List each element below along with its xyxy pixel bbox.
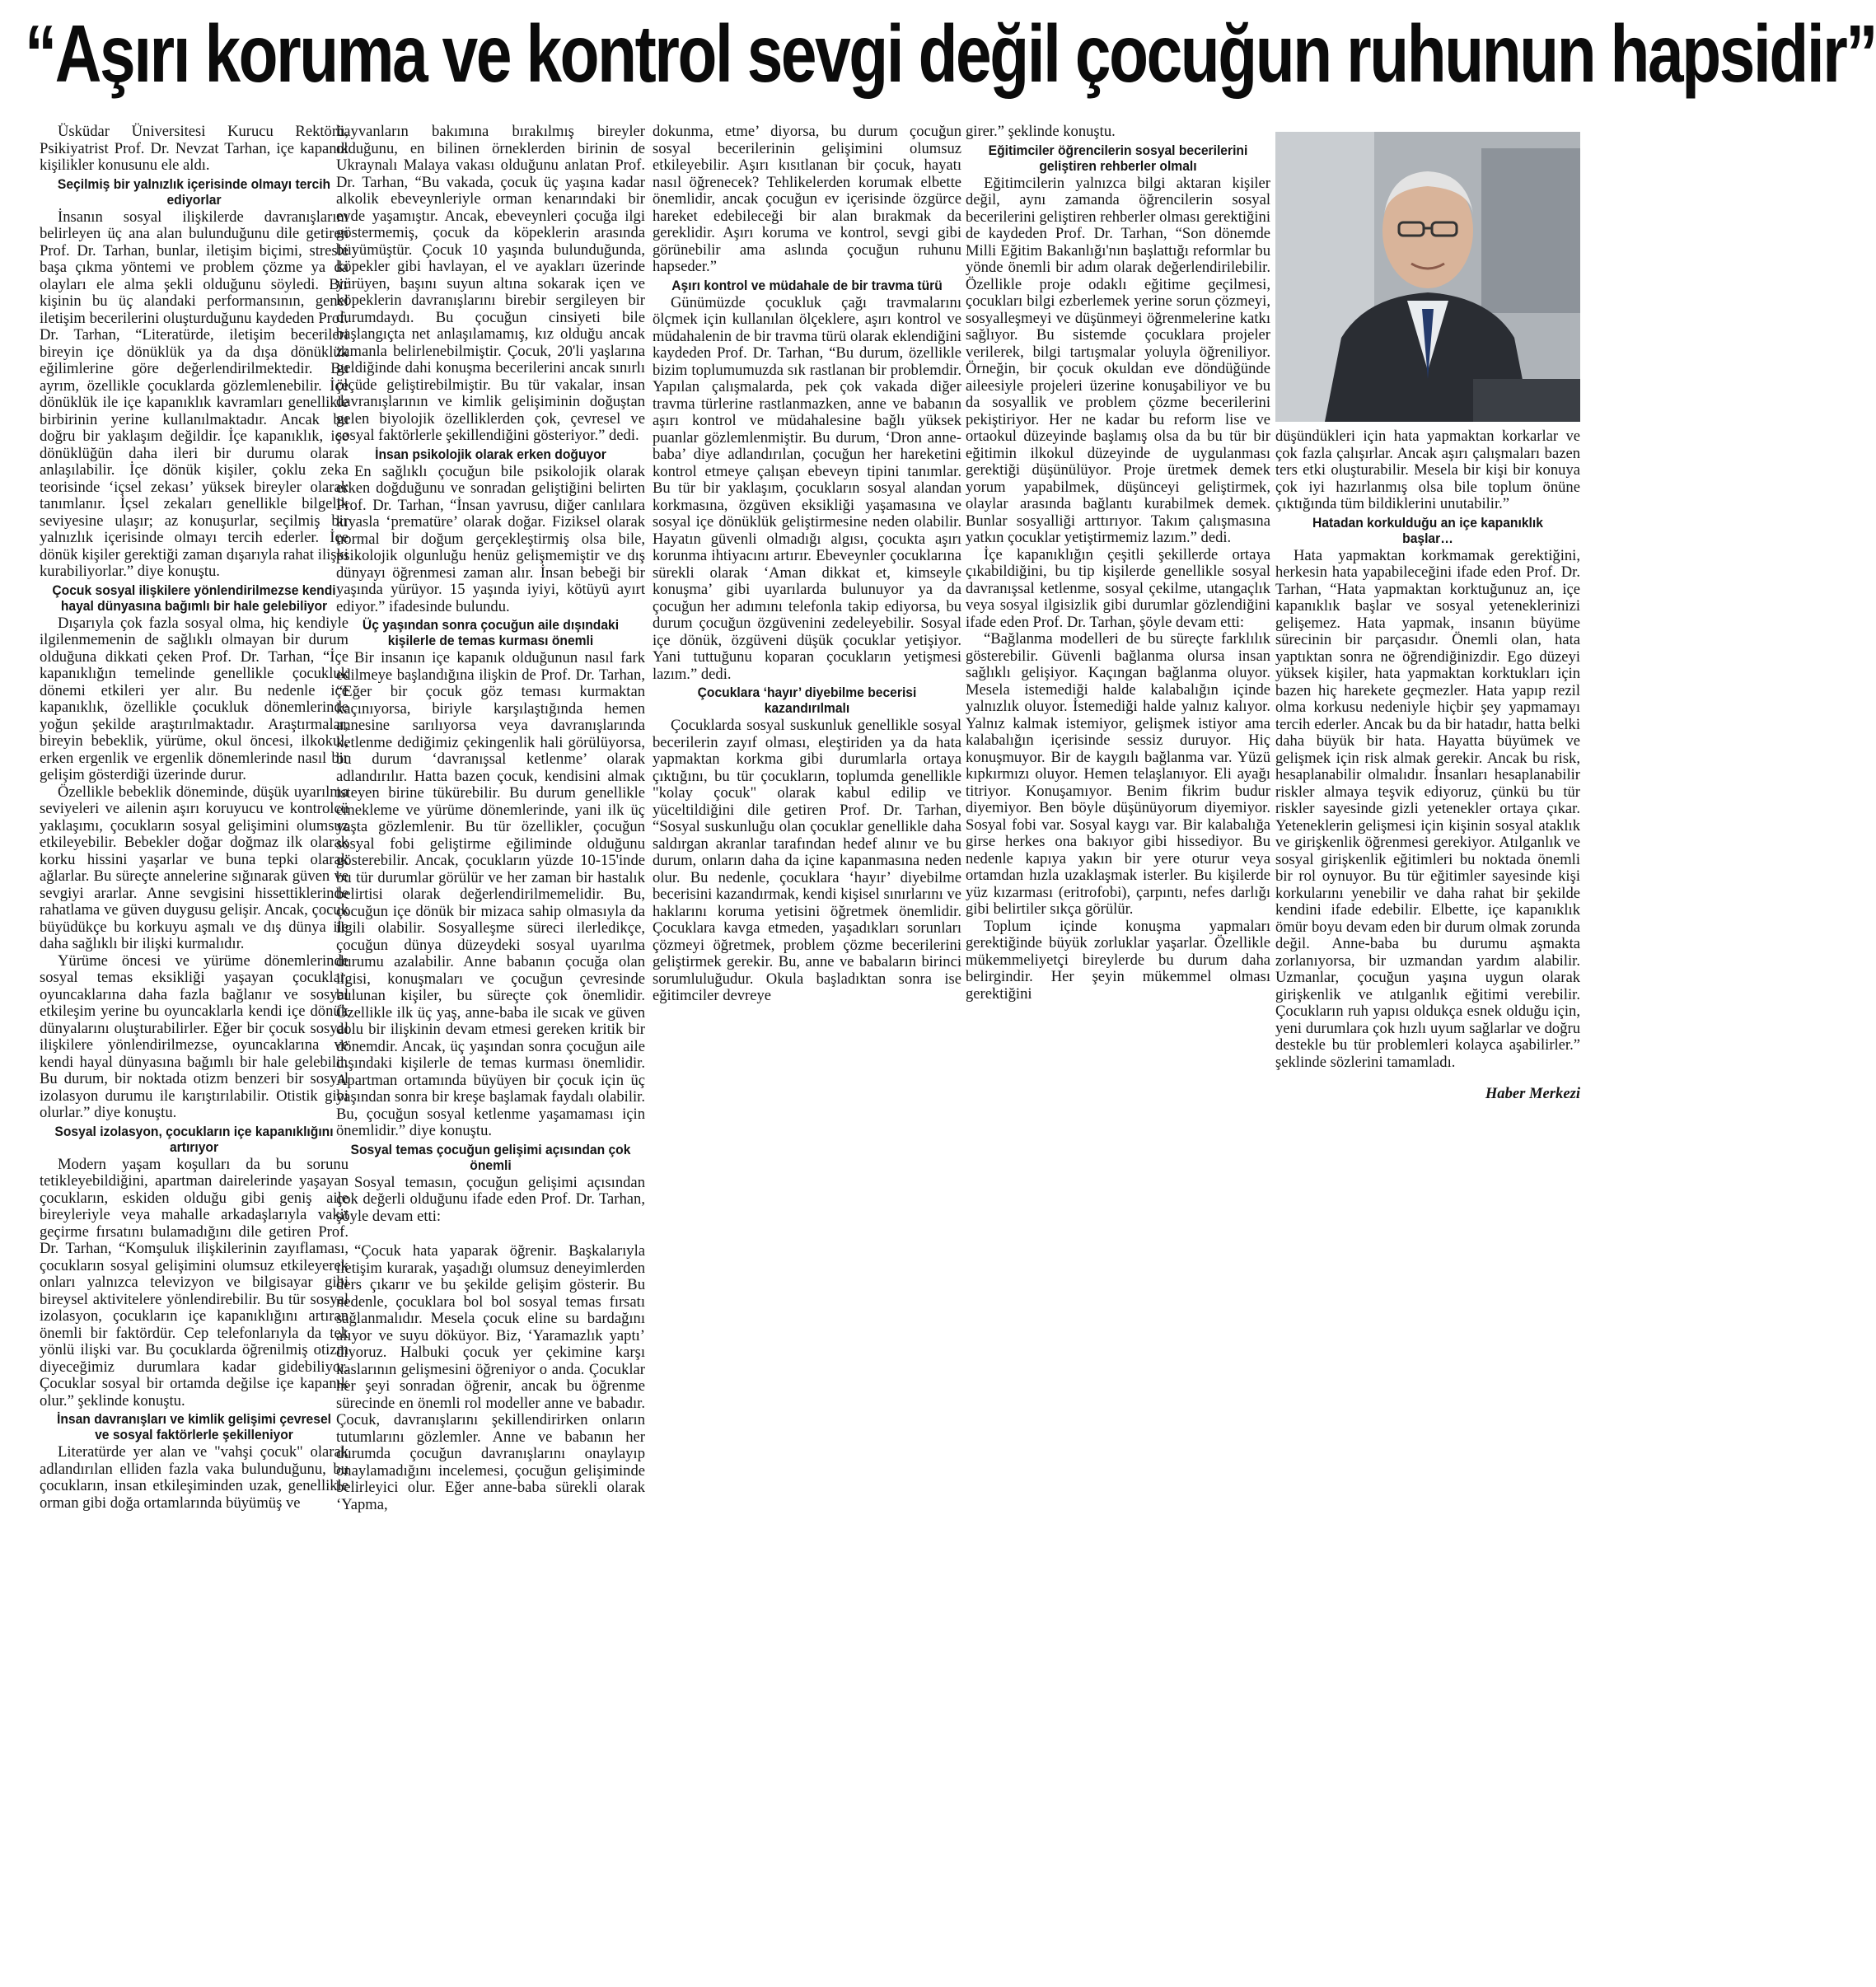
article-paragraph: İnsanın sosyal ilişkilerde davranışlarını belirleyen üç ana alan bulunduğunu dile getiren Prof. Dr. Tarhan, bunlar, iletişim biçimi, stresle başa çıkma yöntemi ve problem çözme ya da olayları ele alma şekli olduğunu söyledi. Bir kişinin bu üç alandaki performansının, genel iletişim becerilerini oluşturduğunu kaydeden Prof. Dr. Tarhan, “Literatürde, iletişim becerileri bireyin içe dönüklük ya da dışa dönüklük eğilimlerine göre değerlendirilmektedir. Bu ayrım, özellikle çocuklarda gözlemlenebilir. İçe dönüklük ile içe kapanıklık kavramları genellikle birbirinin yerine kullanılmaktadır. Ancak bu doğru bir yaklaşım değildir. İçe kapanıklık, içe dönüklüğün daha ileri bir durumu olarak anlaşılabilir. İçe dönük kişiler, çoklu zeka teorisinde ‘içsel zekası’ yüksek bireyler olarak tanımlanır. İçsel zekaları genellikle bilgelik seviyesine ulaşır; az konuşurlar, seçilmiş bir yalnızlık içerisinde olmayı tercih ederler. İçe dönük kişiler gerektiği zaman dışarıyla rahat ilişki kurabiliyorlar.” diye konuştu. [40, 208, 349, 580]
article-column-3 [653, 124, 961, 1005]
article-paragraph: Özellikle bebeklik döneminde, düşük uyarılma seviyeleri ve ailenin aşırı koruyucu ve kontrolcü yaklaşımı, çocukların sosyal gelişimini olumsuz etkileyebilir. Bebekler doğar doğmaz ilk olarak korku hissini yaşarlar ve buna tepki olarak ağlarlar. Bu süreçte annelerine sığınarak güven ve sevgiyi ararlar. Anne sevgisini hissettiklerinde rahatlama ve güven duygusu gelişir. Ancak, çocuk büyüdükçe bu korkuyu aşmalı ve dış dünya ile daha sağlıklı bir ilişki kurmalıdır. [40, 783, 349, 952]
article-paragraph: Sosyal temasın, çocuğun gelişimi açısından çok değerli olduğunu ifade eden Prof. Dr. Tarhan, şöyle devam etti: [336, 1173, 645, 1225]
article-column-1 [40, 124, 349, 1512]
section-subheading: Sosyal izolasyon, çocukların içe kapanıklığını artırıyor [54, 1123, 334, 1155]
section-subheading: İnsan davranışları ve kimlik gelişimi çevresel ve sosyal faktörlerle şekilleniyor [57, 1411, 331, 1442]
person-photo-icon [1275, 132, 1580, 422]
article-paragraph: Modern yaşam koşulları da bu sorunu tetikleyebildiğini, apartman dairelerinde yaşayan çocukların, eskiden olduğu gibi geniş aile bireyleriyle veya mahalle arkadaşlarıyla vakit geçirme fırsatını bulamadığını dile getiren Prof. Dr. Tarhan, “Komşuluk ilişkilerinin zayıflaması, çocukların sosyal gelişimini olumsuz etkileyerek onları yalnızca televizyon ve bilgisayar gibi bireysel aktivitelere yönlendirebilir. Bu tür sosyal izolasyon, çocukların içe kapanıklığını artıran önemli bir faktördür. Cep telefonlarıyla da tek yönlü ilişki var. Bu çocuklarda öğrenilmiş otizm diyeceğimiz durumlara kadar gidebiliyor. Çocuklar sosyal bir ortamda değilse içe kapanık olur.” şeklinde konuştu. [40, 1155, 349, 1410]
article-paragraph: Üsküdar Üniversitesi Kurucu Rektörü, Psikiyatrist Prof. Dr. Nevzat Tarhan, içe kapanık kişilikler konusunu ele aldı. [40, 123, 349, 174]
article-paragraph: düşündükleri için hata yapmaktan korkarlar ve çok fazla çalışırlar. Ancak aşırı çalışmaları bazen ters etki oluşturabilir. Mesela bir kişi bir konuya çok iyi hazırlanmış olsa bile toplum önüne çıktığında tüm bildiklerini unutabilir.” [1275, 428, 1580, 512]
article-paragraph: Yürüme öncesi ve yürüme dönemlerinde sosyal temas eksikliği yaşayan çocuklar, oyuncaklarına daha fazla bağlanır ve sosyal etkileşim yerine bu oyuncaklarla kendi içe dönük dünyalarını oluşturabilirler. Eğer bir çocuk sosyal ilişkilere yönlendirilmezse, oyuncaklarına ve kendi hayal dünyasına bağımlı bir hale gelebilir. Bu durum, bir noktada otizm benzeri bir sosyal izolasyon durumu ile karıştırılabilir. Otistik gibi olurlar.” diye konuştu. [40, 951, 349, 1121]
portrait-photo [1275, 132, 1580, 422]
article-paragraph: dokunma, etme’ diyorsa, bu durum çocuğun sosyal becerilerinin gelişimini olumsuz etkileyebilir. Aşırı kısıtlanan bir çocuk, hayatı nasıl öğrenecek? Tehlikelerden korumak elbette önemlidir, ancak çocuğun ev içerisinde özgürce hareket edebileceği bir alan bırakmak da gereklidir. Aşırı koruma ve kontrol, sevgi gibi görünebilir ama aslında çocuğun ruhunu hapseder.” [653, 123, 961, 275]
article-column-5 [1275, 428, 1580, 1103]
article-column-2 [336, 124, 645, 1513]
article-paragraph: Günümüzde çocukluk çağı travmalarını ölçmek için kullanılan ölçeklere, aşırı kontrol ve müdahalenin de bir travma türü olarak eklendiğini kaydeden Prof. Dr. Tarhan, “Bu durum, özellikle bizim toplumumuzda sık rastlanan bir problemdir. Yapılan çalışmalarda, pek çok vakada diğer travma türlerine rastlanmazken, anne ve babanın aşırı kontrol ve müdahalesine bağlı yüksek puanlar gözlemlenmiştir. Bu durum, ‘Dron anne-baba’ diye adlandırılan, çocuğun her hareketini kontrol etmeye çalışan ebeveyn tipini tanımlar. Bu tür bir yaklaşım, çocukların sosyal alandan korkmasına, özgüven eksikliği yaşamasına ve sosyal içe dönüklük geliştirmesine neden olabilir. Hayatın güvenli olmadığı algısı, çocukta aşırı korunma ihtiyacını artırır. Ebeveynler çocuklarına sürekli olarak ‘Aman dikkat et, kimseyle konuşma’ gibi uyarılarda bulunuyor ya da çocuğun her adımını telefonla takip ediyorsa, bu durum çocuğun özgüvenini zedeleyebilir. Sosyal içe dönük, özgüveni düşük çocuklar yetişiyor. Yani tuttuğunu koparan çocukların yetişmesi lazım.” dedi. [653, 293, 961, 683]
section-subheading: Çocuk sosyal ilişkilere yönlendirilmezse kendi hayal dünyasına bağımlı bir hale gelebiliyor [52, 582, 336, 614]
section-subheading: Aşırı kontrol ve müdahale de bir travma türü [671, 277, 943, 293]
article-paragraph: Hata yapmaktan korkmamak gerektiğini, herkesin hata yapabileceğini ifade eden Prof. Dr. Tarhan, “Hata yapmaktan korktuğunuz an, içe kapanıklık başlar ve sosyal yeteneklerinizi gelişemez. Hata yapmak, insanın büyüme sürecinin bir parçasıdır. Önemli olan, hata yaptıktan sonra ne öğrendiğinizdir. Ego düzeyi yüksek kişiler, hata yapmaktan korktukları için bazen hiç harekete geçmezler. Hata yapıp rezil olma korkusu nedeniyle hiçbir şey yapmamayı tercih ederler. Ancak bu da bir hatadır, hatta belki daha büyük bir hata. Hayatta büyümek ve gelişmek için risk almak gerekir. Ancak bu risk, hesaplanabilir olmalıdır. İnsanları hesaplanabilir riskler almaya teşvik ediyoruz, çünkü bu tür riskler sayesinde gizli yetenekler ortaya çıkar. Yeteneklerin gelişmesi için kişinin sosyal ataklık ve girişkenlik öğrenmesi gerekiyor. Atılganlık ve sosyal girişkenlik eğitimleri bu noktada önemli bir rol oynuyor. Bu tür eğitimler sayesinde kişi korkularını yenebilir ve daha rahat bir şekilde kendini ifade edebilir. Elbette, içe kapanıklık ömür boyu devam eden bir durum olmak zorunda değil. Anne-baba bu durumu aşmakta zorlanıyorsa, bir uzmandan yardım alabilir. Uzmanlar, çocuğun yaşına uygun olarak girişkenlik ve atılganlık eğitimi verebilir. Çocukların ruh yapısı oldukça esnek olduğu için, yeni durumlara çok hızlı uyum sağlarlar ve doğru destekle bu tür problemleri kolayca aşabilirler.” şeklinde sözlerini tamamladı. [1275, 546, 1580, 1071]
article-paragraph: Eğitimcilerin yalnızca bilgi aktaran kişiler değil, aynı zamanda öğrencilerin sosyal becerilerini geliştiren rehberler olması gerektiğini de kaydeden Prof. Dr. Tarhan, “Son dönemde Milli Eğitim Bakanlığı'nın başlattığı reformlar bu yönde önemli bir adım olarak değerlendirilebilir. Özellikle proje odaklı eğitime geçilmesi, çocukları bilgi ezberlemek yerine sorun çözmeyi, sosyalleşmeyi ve düşünmeyi öğrenmelerine katkı sağlıyor. Bu sistemde çocuklara projeler verilerek, bilgi tartışmalar yoluyla öğreniliyor. Örneğin, bir çocuk okuldan eve döndüğünde aileesiyle projeleri üzerine konuşabiliyor ve bu da sosyallik ve problem çözme becerilerini pekiştiriyor. Her ne kadar bu reform lise ve ortaokul düzeyinde başlamış olsa da bu tür bir eğitimin ilkokul düzeyinde de uygulanması gerektiği düşünülüyor. Proje üretmek demek yorum yapabilmek, düşünceyi geliştirmek, olaylar arasında bağlantı kurabilmek demek. Bunlar sosyalliği arttırıyor. Takım çalışmasına yatkın çocuklar yetiştirmemiz lazım.” dedi. [966, 174, 1270, 546]
article-paragraph: “Çocuk hata yaparak öğrenir. Başkalarıyla iletişim kurarak, yaşadığı olumsuz deneyimlerden ders çıkarır ve bu şekilde gelişim gösterir. Bu nedenle, çocuklara bol bol sosyal temas fırsatı sağlanmalıdır. Mesela çocuk eline su bardağını alıyor ve suyu döküyor. Biz, ‘Yaramazlık yaptı’ diyoruz. Halbuki çocuk yer çekimine karşı kaslarının gelişmesini öğreniyor o anda. Çocuklar her şeyi sonradan öğrenir, ancak bu öğrenme sürecinde en önemli rol modeller anne ve babadır. Çocuk, davranışlarını şekillendirirken onların tutumlarını gözlemler. Anne ve babanın her durumda çocuğun davranışlarını onaylayıp onaylamadığını incelemesi, çocuğun gelişiminde belirleyici olur. Eğer anne-baba sürekli olarak ‘Yapma, [336, 1242, 645, 1513]
article-paragraph: İçe kapanıklığın çeşitli şekillerde ortaya çıkabildiğini, bu tip kişilerde genellikle sosyal davranışsal ketlenme, sosyal çekilme, utangaçlık veya sosyal ilgisizlik gibi durumlar gözlendiğini ifade eden Prof. Dr. Tarhan, şöyle devam etti: [966, 545, 1270, 631]
byline: Haber Merkezi [1485, 1085, 1580, 1102]
article-paragraph: Toplum içinde konuşma yapmaları gerektiğinde büyük zorluklar yaşarlar. Özellikle mükemmeliyetçi bireylerde bu durum daha belirgindir. Her şeyin mükemmel olması gerektiğini [966, 917, 1270, 1003]
section-subheading: Sosyal temas çocuğun gelişimi açısından çok önemli [350, 1141, 631, 1173]
article-paragraph: En sağlıklı çocuğun bile psikolojik olarak erken doğduğunu ve sonradan geliştiğini belirten Prof. Dr. Tarhan, “İnsan yavrusu, diğer canlılara kıyasla ‘prematüre’ olarak doğar. Fiziksel olarak normal bir doğum gerçekleştirmiş olsa bile, psikolojik olgunluğu henüz gelişmemiştir ve dış dünyayı öğrenmesi zaman alır. İnsan bebeği bir yaşında yürüyor. 15 yaşında iyiyi, kötüyü ayırt ediyor.” ifadesinde bulundu. [336, 462, 645, 615]
article-paragraph: hayvanların bakımına bırakılmış bireyler olduğunu, en bilinen örneklerden birinin de Ukraynalı Malaya vakası olduğunu anlatan Prof. Dr. Tarhan, “Bu vakada, çocuk üç yaşına kadar alkolik ebeveynleriyle orman kenarındaki bir evde yaşamıştır. Ancak, ebeveynleri çocuğa ilgi göstermemiş, çocuk da köpeklerin arasında büyümüştür. Çocuk 10 yaşında bulunduğunda, köpekler gibi havlayan, el ve ayakları üzerinde yürüyen, başını suyun altına sokarak içen ve köpeklerin davranışlarını birebir sergileyen bir durumdaydı. Bu çocuğun cinsiyeti bile başlangıçta net anlaşılamamış, kız olduğu ancak zamanla belirlenebilmiştir. Çocuk, 20'li yaşlarına geldiğinde dahi konuşma becerilerini ancak sınırlı ölçüde geliştirebilmiştir. Bu tür vakalar, insan davranışlarının ve kimlik gelişiminin doğuştan gelen biyolojik özelliklerden çok, çevresel ve sosyal faktörlerle şekillendiğini gösteriyor.” dedi. [336, 123, 645, 444]
article-column-4 [966, 124, 1270, 1003]
section-subheading: Seçilmiş bir yalnızlık içerisinde olmayı tercih ediyorlar [57, 175, 331, 208]
article-paragraph: Dışarıyla çok fazla sosyal olma, hiç kendiyle ilgilenmemenin de sağlıklı olmayan bir durum olduğuna dikkati çeken Prof. Dr. Tarhan, “İçe kapanıklığın temelinde genellikle çocukluk dönemi etkileri yer alır. Bu nedenle içe kapanıklık, özellikle çocukluk dönemlerinde yoğun şekilde araştırılmaktadır. Araştırmalar, bireyin bebeklik, yürüme, okul öncesi, ilkokul, erken ergenlik ve ergenlik dönemlerinde nasıl bir gelişim gösterdiği üzerinde durur. [40, 614, 349, 783]
article-paragraph: Bir insanın içe kapanık olduğunun nasıl fark edilmeye başlandığına ilişkin de Prof. Dr. Tarhan, “Eğer bir çocuk göz teması kurmaktan kaçınıyorsa, biriyle karşılaştığında hemen annesine sarılıyorsa veya davranışlarında ketlenme dediğimiz çekingenlik hali görülüyorsa, bu durum ‘davranışsal ketlenme’ olarak adlandırılır. Hatta bazen çocuk, kendisini almak isteyen birine tükürebilir. Bu durum genellikle emekleme ve yürüme dönemlerinde, yani ilk üç yaşta gözlemlenir. Bu tür özellikler, çocuğun sosyal fobi geliştirme eğiliminde olduğunu gösterebilir. Ancak, çocukların yüzde 10-15'inde bu tür durumlar görülür ve her zaman bir hastalık belirtisi olarak değerlendirilmemelidir. Bu, çocuğun içe dönük bir mizaca sahip olmasıyla da ilgili olabilir. Sosyalleşme süreci ilerledikçe, çocuğun dünya düzeydeki sosyal uyarılma durumu azalabilir. Anne babanın çocuğa olan ilgisi, konuşmaları ve çocuğun çevresinde bulunan kişiler, bu süreçte çok önemlidir. Özellikle ilk üç yaş, anne-baba ile sıcak ve güven dolu bir ilişkinin devam etmesi gereken kritik bir dönemdir. Ancak, üç yaşından sonra çocuğun aile dışındaki kişilerle de temas kurması önemlidir. Apartman ortamında büyüyen bir çocuk için üç yaşından sonra bir kreşe başlamak faydalı olabilir. Bu, çocuğun sosyal ketlenme yaşamaması için önemlidir.” diye konuştu. [336, 649, 645, 1139]
section-subheading: Eğitimciler öğrencilerin sosyal becerilerini geliştiren rehberler olmalı [988, 142, 1248, 174]
article-paragraph: “Bağlanma modelleri de bu süreçte farklılık gösterebilir. Güvenli bağlanma olursa insan sağlıklı gelişiyor. Kaçıngan bağlanma oluyor. Mesela istemediği halde kalabalığın içinde yalnızlık oluyor. İstemediği halde yalnız kalıyor. Yalnız kalmak istemiyor, gelişmek istiyor ama kalabalığın içerisinde sessiz duruyor. Hiç konuşmuyor. Bir de kaygılı bağlanma var. Yüzü kıpkırmızı oluyor. Hemen telaşlanıyor. Eli ayağı titriyor. Konuşamıyor. Benim fikrim budur diyemiyor. Ben böyle düşünüyorum diyemiyor. Sosyal fobi var. Sosyal kaygı var. Bir kalabalığa girse herkes ona bakıyor gibi hissediyor. Bu nedenle kapıya yakın bir yere oturur veya ortamdan hızla uzaklaşmak isterler. Bu kişilerde yüz kızarması (eritrofobi), çarpıntı, nefes darlığı gibi belirtiler sıkça görülür. [966, 630, 1270, 918]
section-subheading: Çocuklara ‘hayır’ diyebilme becerisi kazandırılmalı [697, 685, 917, 716]
section-subheading: Hatadan korkulduğu an içe kapanıklık başlar… [1312, 514, 1543, 546]
article-headline: “Aşırı koruma ve kontrol sevgi değil çocuğun ruhunun hapsidir” [25, 8, 1876, 99]
article-paragraph: Literatürde yer alan ve "vahşi çocuk" olarak adlandırılan elliden fazla vaka bulunduğunu, bu çocukların, insan etkileşiminden uzak, genellikle orman gibi doğa ortamlarında büyümüş ve [40, 1443, 349, 1512]
section-subheading: Üç yaşından sonra çocuğun aile dışındaki kişilerle de temas kurması önemli [362, 617, 620, 648]
article-paragraph: girer.” şeklinde konuştu. [966, 123, 1116, 140]
article-paragraph: Çocuklarda sosyal suskunluk genellikle sosyal becerilerin zayıf olması, eleştiriden ya da hata yapmaktan korkma gibi durumlarla ortaya çıktığını, bu tür çocukların, toplumda genellikle "kolay çocuk" olarak kabul edilip ve yüceltildiğini dile getiren Prof. Dr. Tarhan, “Sosyal suskunluğu olan çocuklar genellikle daha saldırgan akranlar tarafından hedef alınır ve bu durum, onların daha da içine kapanmasına neden olur. Bu nedenle, çocuklara ‘hayır’ diyebilme becerisini kazandırmak, kendi kişisel sınırlarını ve haklarını koruma yetisini öğretmek önemlidir. Çocuklara kavga etmeden, yaşadıkları sorunları çözmeyi öğretmek, problem çözme becerilerini geliştirmek gerekir. Bu, anne ve babaların birinci sorumluluğudur. Okula başladıktan sonra ise eğitimciler devreye [653, 717, 961, 1004]
section-subheading: İnsan psikolojik olarak erken doğuyor [375, 446, 606, 462]
